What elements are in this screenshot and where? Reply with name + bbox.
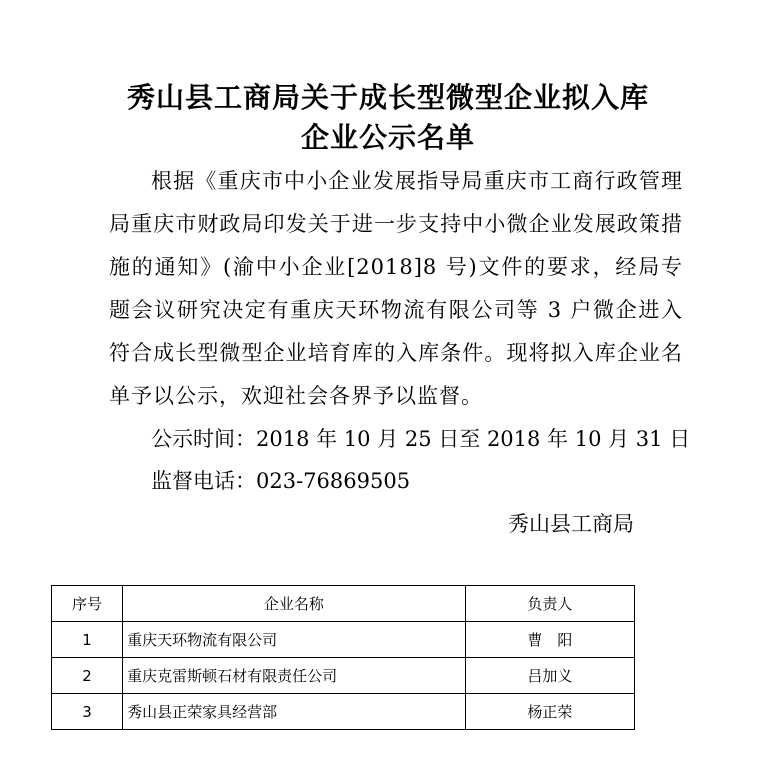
issuer-signature: 秀山县工商局 — [508, 512, 634, 536]
table-row — [52, 658, 635, 694]
table-header-row — [52, 586, 635, 622]
header-person: 负责人 — [465, 586, 634, 622]
row-person: 吕加义 — [465, 658, 634, 694]
row-enterprise-name: 重庆天环物流有限公司 — [123, 622, 466, 658]
row-no: 2 — [52, 658, 123, 694]
row-enterprise-name: 秀山县正荣家具经营部 — [123, 694, 466, 730]
row-person: 杨正荣 — [465, 694, 634, 730]
supervise-phone: 监督电话：023-76869505 — [151, 469, 411, 493]
row-no: 3 — [52, 694, 123, 730]
row-enterprise-name: 重庆克雷斯顿石材有限责任公司 — [123, 658, 466, 694]
table-row — [52, 622, 635, 658]
header-name: 企业名称 — [123, 586, 466, 622]
enterprise-table — [51, 585, 635, 730]
row-no: 1 — [52, 622, 123, 658]
document-title-line2: 企业公示名单 — [300, 121, 475, 154]
table-row — [52, 694, 635, 730]
row-person: 曹 阳 — [465, 622, 634, 658]
body-paragraph: 根据《重庆市中小企业发展指导局重庆市工商行政管理局重庆市财政局印发关于进一步支持中小微企业发展政策措施的通知》(渝中小企业[2018]8 号)文件的要求，经局专题会议研究决定有重庆天环物流有限公司等 3 户微企进入符合成长型微型企业培育库的入库条件。现将拟入库企业名单予以公示，欢迎社会各界予以监督。 — [109, 169, 683, 408]
notice-time: 公示时间：2018 年 10 月 25 日至 2018 年 10 月 31 日 — [151, 427, 691, 451]
header-no: 序号 — [52, 586, 123, 622]
document-title-line1: 秀山县工商局关于成长型微型企业拟入库 — [126, 81, 649, 114]
